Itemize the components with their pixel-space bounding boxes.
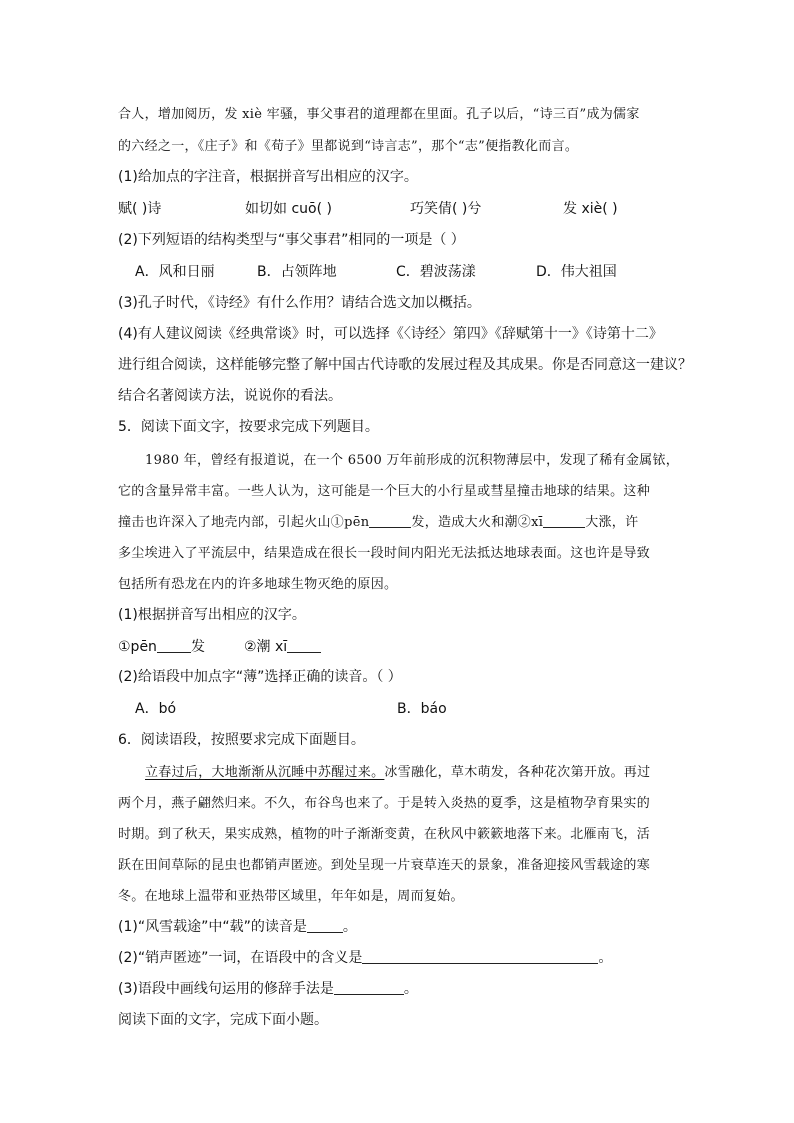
blank-line bbox=[307, 918, 343, 933]
answer-item: ①pēn 发 bbox=[118, 639, 205, 655]
question-stem: (3)语段中画线句运用的修辞手法是 。 bbox=[118, 981, 418, 997]
pinyin-item: 赋( )诗 bbox=[118, 201, 162, 217]
passage-line: 时期。到了秋天，果实成熟，植物的叶子渐渐变黄，在秋风中簌簌地落下来。北雁南飞，活 bbox=[118, 827, 651, 842]
question-title: 5．阅读下面文字，按要求完成下列题目。 bbox=[118, 419, 379, 435]
pinyin-item: 如切如 cuō( ) bbox=[245, 201, 332, 217]
option-c: C．碧波荡漾 bbox=[396, 264, 476, 280]
blank-line bbox=[369, 513, 411, 528]
passage-line: 立春过后，大地渐渐从沉睡中苏醒过来。冰雪融化，草木萌发，各种花次第开放。再过 bbox=[145, 765, 651, 780]
blank-line bbox=[362, 949, 598, 964]
question-stem: (2)“销声匿迹”一词，在语段中的含义是 。 bbox=[118, 950, 613, 966]
pinyin-item: 巧笑倩( )兮 bbox=[410, 201, 482, 217]
underlined-sentence: 立春过后，大地渐渐从沉睡中苏醒过来。 bbox=[145, 765, 385, 780]
passage-line: 冬。在地球上温带和亚热带区域里，年年如是，周而复始。 bbox=[118, 889, 464, 904]
question-stem: (2)给语段中加点字“薄”选择正确的读音。（ ） bbox=[118, 669, 402, 685]
question-stem: (4)有人建议阅读《经典常谈》时，可以选择《〈诗经〉第四》《辞赋第十一》《诗第十二》 bbox=[118, 326, 663, 342]
pinyin-item: 发 xiè( ) bbox=[563, 201, 618, 217]
option-a: A．bó bbox=[135, 701, 177, 717]
answer-item: ②潮 xī bbox=[244, 636, 321, 656]
question-stem: (1)根据拼音写出相应的汉字。 bbox=[118, 607, 306, 623]
passage-line: 它的含量异常丰富。一些人认为，这可能是一个巨大的小行星或彗星撞击地球的结果。这种 bbox=[118, 484, 651, 499]
blank-line bbox=[287, 638, 321, 653]
question-stem: (3)孔子时代，《诗经》有什么作用？请结合选文加以概括。 bbox=[118, 295, 481, 311]
question-title: 6．阅读语段，按照要求完成下面题目。 bbox=[118, 732, 365, 748]
option-a: A．风和日丽 bbox=[135, 264, 215, 280]
question-stem: 进行组合阅读，这样能够完整了解中国古代诗歌的发展过程及其成果。你是否同意这一建议？ bbox=[118, 357, 692, 373]
question-stem: (1)“风雪载途”中“载”的读音是 。 bbox=[118, 919, 357, 935]
blank-line bbox=[543, 513, 585, 528]
blank-line bbox=[157, 638, 191, 653]
passage-line: 1980 年，曾经有报道说，在一个 6500 万年前形成的沉积物薄层中，发现了稀有金属铱， bbox=[145, 453, 680, 468]
option-b: B．占领阵地 bbox=[257, 264, 337, 280]
passage-line: 的六经之一，《庄子》和《荀子》里都说到“诗言志”，那个“志”便指教化而言。 bbox=[118, 139, 579, 154]
passage-line: 合人，增加阅历，发 xiè 牢骚，事父事君的道理都在里面。孔子以后，“诗三百”成为儒家 bbox=[118, 107, 640, 122]
option-b: B．báo bbox=[397, 701, 447, 717]
passage-line: 撞击也许深入了地壳内部，引起火山①pēn 发，造成大火和潮②xī 大涨，许 bbox=[118, 515, 639, 530]
passage-line: 包括所有恐龙在内的许多地球生物灭绝的原因。 bbox=[118, 577, 398, 592]
option-d: D．伟大祖国 bbox=[536, 264, 617, 280]
passage-line: 跃在田间草际的昆虫也都销声匿迹。到处呈现一片衰草连天的景象，准备迎接风雪载途的寒 bbox=[118, 858, 651, 873]
question-stem: (2)下列短语的结构类型与“事父事君”相同的一项是（ ） bbox=[118, 232, 465, 248]
question-stem: (1)给加点的字注音，根据拼音写出相应的汉字。 bbox=[118, 169, 418, 185]
blank-line bbox=[334, 980, 404, 995]
question-stem: 结合名著阅读方法，说说你的看法。 bbox=[118, 388, 342, 404]
passage-line: 两个月，燕子翩然归来。不久，布谷鸟也来了。于是转入炎热的夏季，这是植物孕育果实的 bbox=[118, 796, 651, 811]
passage-line: 多尘埃进入了平流层中，结果造成在很长一段时间内阳光无法抵达地球表面。这也许是导致 bbox=[118, 546, 651, 561]
section-prompt: 阅读下面的文字，完成下面小题。 bbox=[118, 1012, 328, 1028]
